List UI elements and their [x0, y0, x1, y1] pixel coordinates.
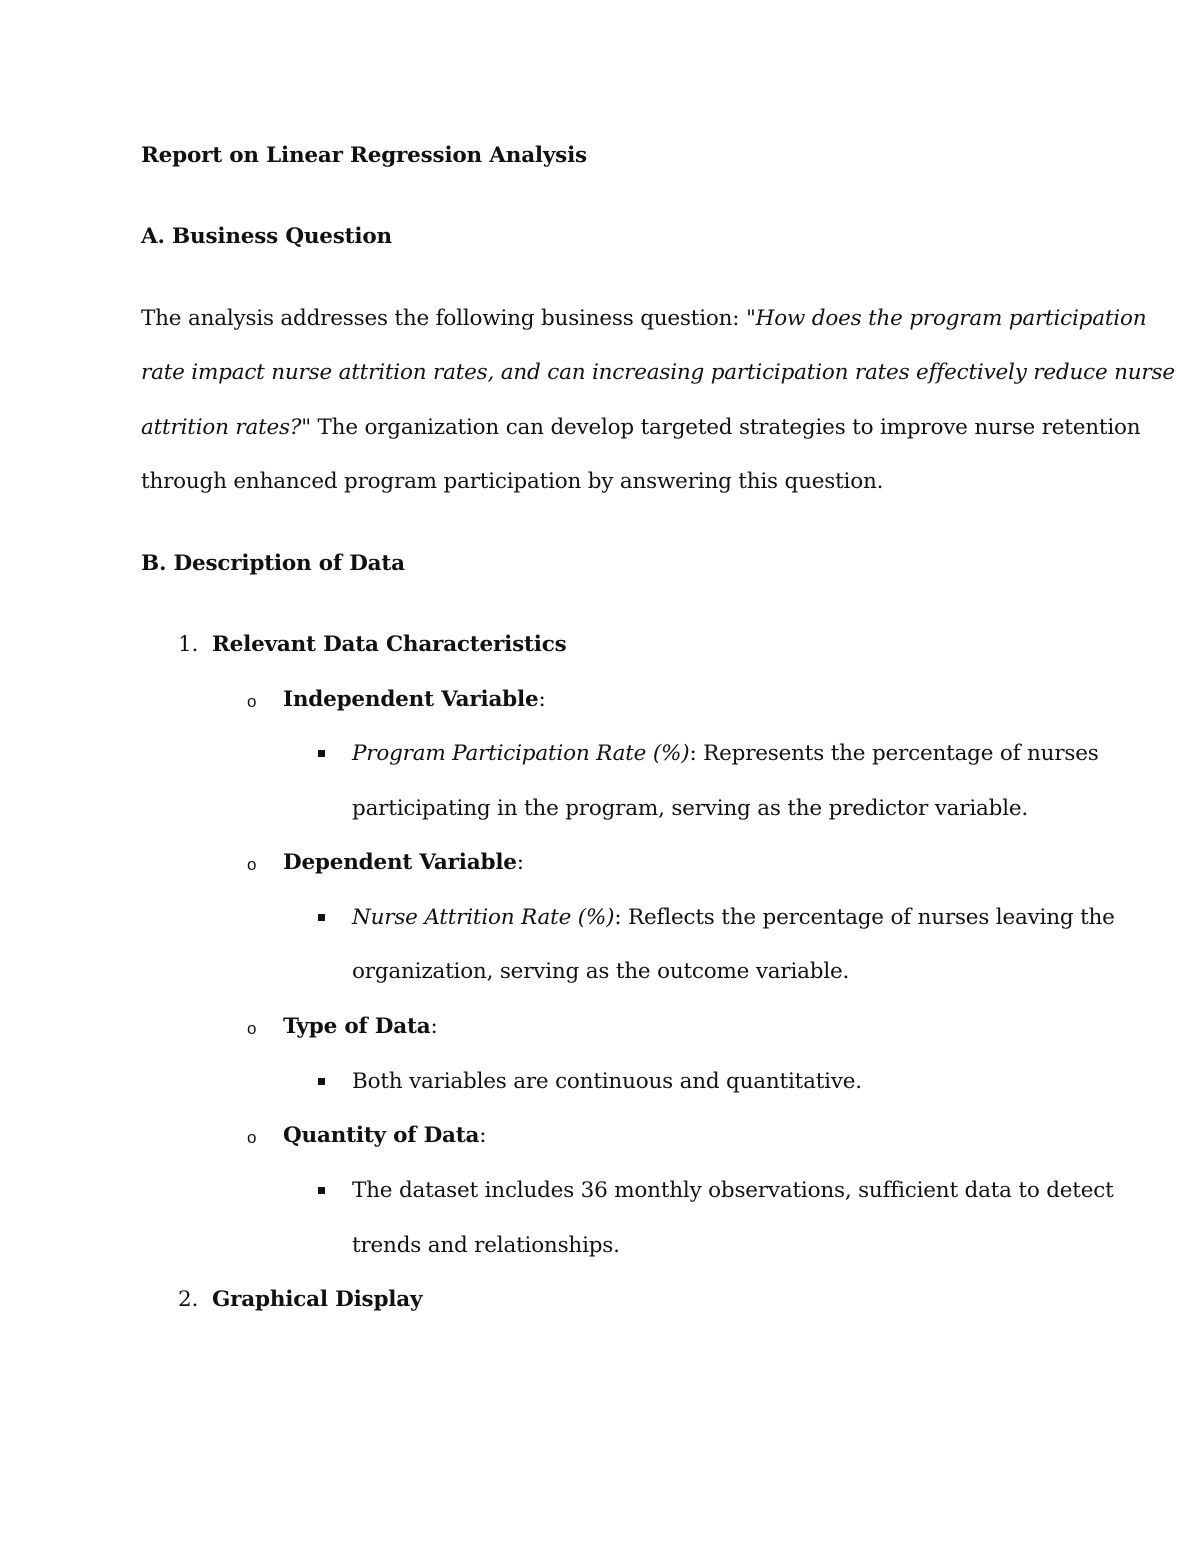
plain-text: The organization can develop targeted strategies to improve nurse retention: [310, 415, 1141, 440]
section-a-heading: A. Business Question: [141, 224, 392, 249]
sub-item-label: Dependent Variable: [283, 850, 517, 875]
detail-independent-line-1: [352, 740, 1099, 768]
section-a-paragraph-line-4: through enhanced program participation by answering this question.: [141, 469, 884, 494]
sub-item-type-of-data: [283, 1013, 438, 1041]
sub-item-label: Quantity of Data: [283, 1123, 480, 1148]
detail-type-line-1: Both variables are continuous and quantitative.: [352, 1069, 862, 1094]
list-number-2: 2.: [178, 1287, 199, 1312]
hollow-bullet-icon: o: [247, 692, 257, 711]
sub-item-colon: :: [538, 687, 546, 712]
detail-dependent-line-1: [352, 904, 1115, 932]
sub-item-independent-variable: [283, 686, 546, 714]
sub-item-colon: :: [516, 850, 524, 875]
section-a-paragraph-line-2: rate impact nurse attrition rates, and can increasing participation rates effectively reduce nurse: [141, 360, 1175, 385]
document-title: Report on Linear Regression Analysis: [141, 143, 587, 168]
square-bullet-icon: [318, 914, 325, 921]
question-text: "How does the program participation: [745, 306, 1147, 331]
list-item-graphical-display: Graphical Display: [212, 1287, 423, 1312]
section-a-paragraph-line-3: [141, 414, 1140, 442]
detail-dependent-line-2: organization, serving as the outcome variable.: [352, 959, 850, 984]
detail-quantity-line-2: trends and relationships.: [352, 1233, 620, 1258]
square-bullet-icon: [318, 1187, 325, 1194]
hollow-bullet-icon: o: [247, 1128, 257, 1147]
question-text: attrition rates?": [141, 415, 311, 440]
variable-name: Program Participation Rate (%): [352, 741, 690, 766]
list-item-relevant-data-characteristics: Relevant Data Characteristics: [212, 632, 567, 657]
sub-item-quantity-of-data: [283, 1122, 486, 1150]
section-a-paragraph-line-1: [141, 305, 1146, 333]
list-number-1: 1.: [178, 632, 199, 657]
sub-item-label: Type of Data: [283, 1014, 431, 1039]
sub-item-dependent-variable: [283, 849, 524, 877]
detail-text: : Represents the percentage of nurses: [689, 741, 1099, 766]
sub-item-label: Independent Variable: [283, 687, 539, 712]
sub-item-colon: :: [430, 1014, 438, 1039]
square-bullet-icon: [318, 750, 325, 757]
detail-quantity-line-1: The dataset includes 36 monthly observations, sufficient data to detect: [352, 1178, 1114, 1203]
hollow-bullet-icon: o: [247, 855, 257, 874]
square-bullet-icon: [318, 1078, 325, 1085]
section-b-heading: B. Description of Data: [141, 551, 405, 576]
detail-independent-line-2: participating in the program, serving as the predictor variable.: [352, 796, 1029, 821]
sub-item-colon: :: [479, 1123, 487, 1148]
hollow-bullet-icon: o: [247, 1019, 257, 1038]
detail-text: : Reflects the percentage of nurses leaving the: [614, 905, 1115, 930]
variable-name: Nurse Attrition Rate (%): [352, 905, 615, 930]
plain-text: The analysis addresses the following business question:: [141, 306, 746, 331]
